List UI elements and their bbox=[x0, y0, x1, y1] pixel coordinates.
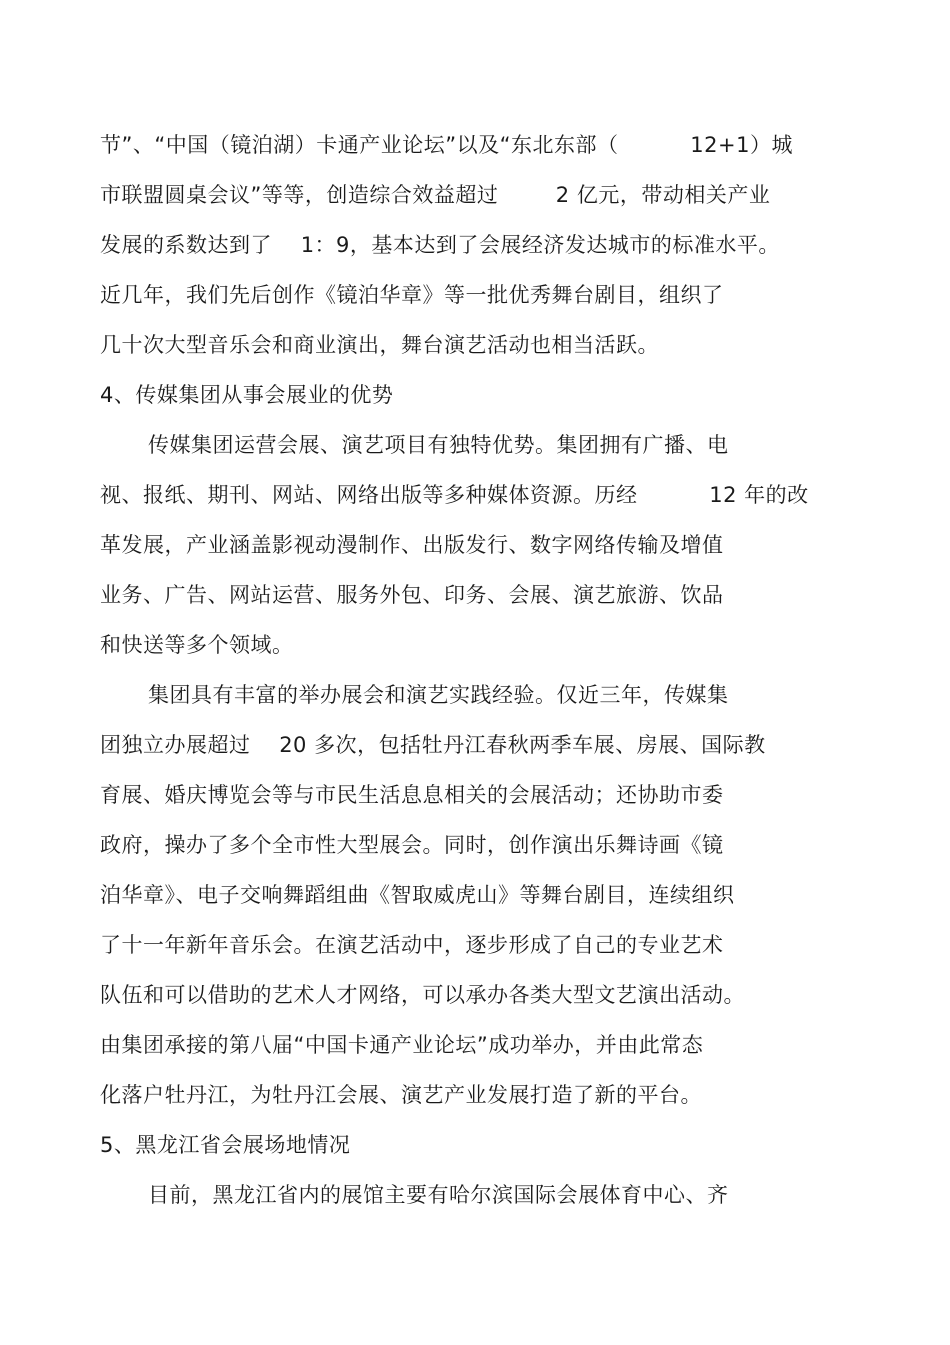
text-line: 育展、婚庆博览会等与市民生活息息相关的会展活动；还协助市委 bbox=[100, 783, 724, 807]
text-line: 节”、“中国（镜泊湖）卡通产业论坛”以及“东北东部（ 12+1）城 bbox=[100, 133, 793, 157]
section-heading: 4、传媒集团从事会展业的优势 bbox=[100, 383, 394, 407]
text-line: 革发展，产业涵盖影视动漫制作、出版发行、数字网络传输及增值 bbox=[100, 533, 724, 557]
text-line: 和快送等多个领域。 bbox=[100, 633, 294, 657]
text-line: 化落户牡丹江，为牡丹江会展、演艺产业发展打造了新的平台。 bbox=[100, 1083, 702, 1107]
text-line: 集团具有丰富的举办展会和演艺实践经验。仅近三年，传媒集 bbox=[148, 683, 729, 707]
section-heading: 5、黑龙江省会展场地情况 bbox=[100, 1133, 351, 1157]
text-line: 泊华章》、电子交响舞蹈组曲《智取威虎山》等舞台剧目，连续组织 bbox=[100, 883, 735, 907]
text-line: 由集团承接的第八届“中国卡通产业论坛”成功举办，并由此常态 bbox=[100, 1033, 704, 1057]
text-line: 几十次大型音乐会和商业演出，舞台演艺活动也相当活跃。 bbox=[100, 333, 659, 357]
text-line: 传媒集团运营会展、演艺项目有独特优势。集团拥有广播、电 bbox=[148, 433, 729, 457]
text-line: 政府，操办了多个全市性大型展会。同时，创作演出乐舞诗画《镜 bbox=[100, 833, 724, 857]
text-line: 队伍和可以借助的艺术人才网络，可以承办各类大型文艺演出活动。 bbox=[100, 983, 745, 1007]
text-line: 市联盟圆桌会议”等等，创造综合效益超过 2 亿元，带动相关产业 bbox=[100, 183, 771, 207]
text-line: 发展的系数达到了 1：9，基本达到了会展经济发达城市的标准水平。 bbox=[100, 233, 780, 257]
text-line: 近几年，我们先后创作《镜泊华章》等一批优秀舞台剧目，组织了 bbox=[100, 283, 724, 307]
text-line: 目前，黑龙江省内的展馆主要有哈尔滨国际会展体育中心、齐 bbox=[148, 1183, 729, 1207]
text-line: 业务、广告、网站运营、服务外包、印务、会展、演艺旅游、饮品 bbox=[100, 583, 724, 607]
text-line: 团独立办展超过 20 多次，包括牡丹江春秋两季车展、房展、国际教 bbox=[100, 733, 766, 757]
text-line: 了十一年新年音乐会。在演艺活动中，逐步形成了自己的专业艺术 bbox=[100, 933, 724, 957]
text-line: 视、报纸、期刊、网站、网络出版等多种媒体资源。历经 12 年的改 bbox=[100, 483, 809, 507]
